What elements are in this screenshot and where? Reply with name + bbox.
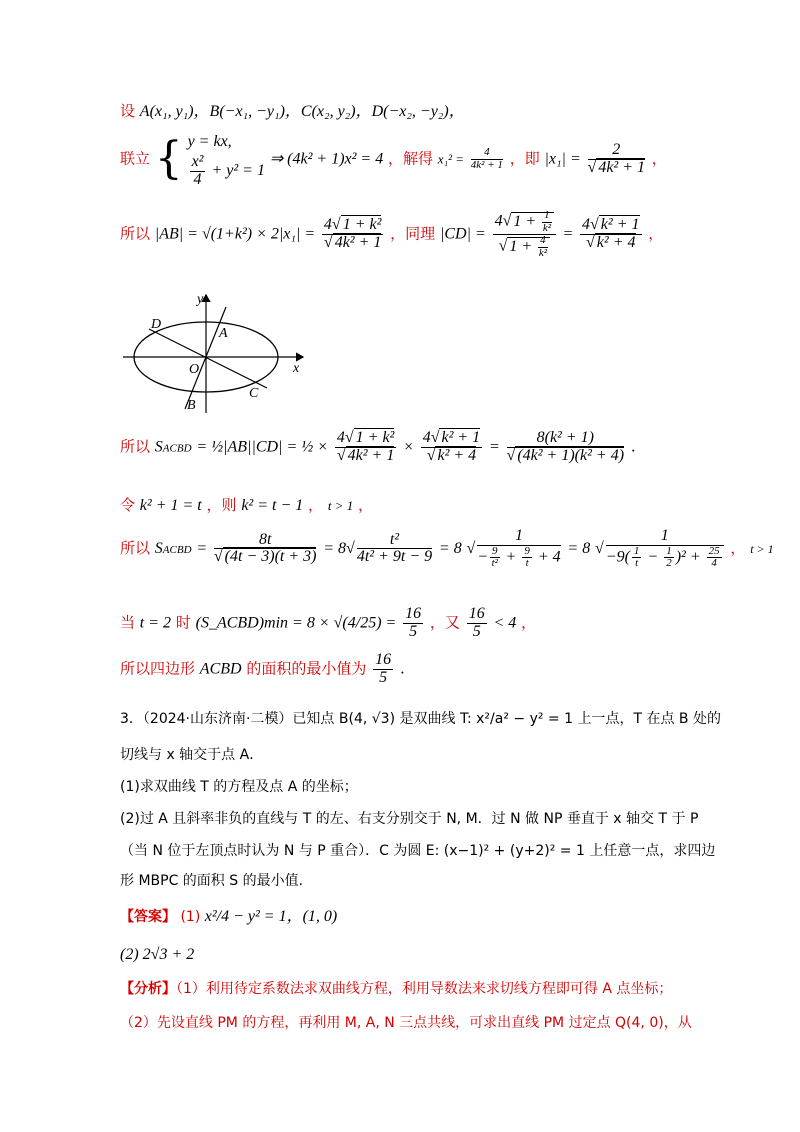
step-2-prefix: 联立 xyxy=(120,149,151,168)
label-b: B xyxy=(187,398,196,413)
question-3-line-4: (2)过 A 且斜率非负的直线与 T 的左、右支分别交于 N, M．过 N 做 NP 垂直于 x 轴交 T 于 P xyxy=(120,811,699,827)
label-y: y xyxy=(197,292,204,307)
analysis-line-2: （2）先设直线 PM 的方程，再利用 M, A, N 三点共线，可求出直线 PM 过定点 Q(4, 0)，从 xyxy=(120,1015,692,1031)
ellipse-figure xyxy=(115,285,315,415)
label-a: A xyxy=(219,326,228,341)
label-d: D xyxy=(151,317,162,332)
analysis-line-1: 【分析】（1）利用待定系数法求双曲线方程，利用导数法来求切线方程即可得 A 点坐标； xyxy=(120,981,673,997)
step-1-points: A(x₁, y₁)，B(−x₁, −y₁)，C(x₂, y₂)，D(−x₂, −y₂)， xyxy=(139,103,465,120)
step-7-line: 当 t = 2 时 (S_ACBD)min = 8 × √(4/25) = $\frac{16}{5}$ ，又 $\frac{16}{5}$ < 4 ， xyxy=(120,605,537,640)
answer-part-1: x²/4 − y² = 1，(1, 0) xyxy=(204,908,338,925)
step-3-prefix: 所以 xyxy=(120,224,151,243)
step-5-line: 令 k² + 1 = t ，则 k² = t − 1 ， t > 1 ， xyxy=(120,496,374,514)
step-2-line: 联立 { y = kx, $\frac{\text{x²}}{4}$ + y² = 1 ⇒ (4k² + 1)x² = 4 ，解得 x₁² = $\frac{4}{\text{4k² + 1}}$ ，即 |x₁| = $\frac{2}{\text{√ 4k² + 1}}$ ， xyxy=(120,130,667,189)
equation-system: y = kx, $\frac{\text{x²}}{4}$ + y² = 1 xyxy=(187,133,265,188)
line-cd xyxy=(149,329,267,388)
question-3-line-5: （当 N 位于左顶点时认为 N 与 P 重合）．C 为圆 E: (x−1)² + (y+2)² = 1 上任意一点，求四边 xyxy=(120,843,716,859)
question-3-line-6: 形 MBPC 的面积 S 的最小值. xyxy=(120,873,304,889)
question-3-line-1: 3．（2024·山东济南·二模）已知点 B(4, √3) 是双曲线 T: x²/a² − y² = 1 上一点，T 在点 B 处的 xyxy=(120,711,721,727)
label-c: C xyxy=(249,386,259,401)
label-o: O xyxy=(189,362,200,377)
step-3-line: 所以 |AB| = √(1+k²) × 2|x₁| = $\frac{\text{4√ 1 + k²}}{\text{√ 4k² + 1}}$ ，同理 |CD| = 4√ 1 + $\frac{1}{\text{k²}}$ √ 1 + $\frac{4}{\text{k²}}$ = $\frac{\text{4√ k² + 1}}{\text{√ k² + 4}}$ ， xyxy=(120,209,664,259)
question-3-line-3: (1)求双曲线 T 的方程及点 A 的坐标； xyxy=(120,779,358,795)
answer-line-2 xyxy=(120,946,194,964)
step-1-prefix: 设 xyxy=(120,102,136,120)
answer-line-1: 【答案】 (1) x²/4 − y² = 1，(1, 0) xyxy=(120,908,338,925)
step-8-line: 所以四边形 ACBD 的面积的最小值为 $\frac{16}{5}$ . xyxy=(120,651,405,686)
analysis-tag: 【分析】 xyxy=(120,981,176,997)
question-3-line-2: 切线与 x 轴交于点 A． xyxy=(120,747,264,763)
answer-part-2: (2) 2√3 + 2 xyxy=(120,946,195,963)
label-x: x xyxy=(293,361,300,376)
step-1-line xyxy=(120,98,465,121)
step-6-line: 所以 SACBD = $\frac{8t}{√ (4t - 3)(t + 3)}$ = 8√ $\frac{\text{t²}}{\text{4t² + 9t − 9}}$ = 8 √ 1 − $\frac{9}{\text{t²}}$ + $\frac{9}{t}$ + 4 = 8 √ 1 −9( $\frac{1}{t}$ − $\frac{1}{2}$ )² + $\frac{25}{4}$ ， t > 1 xyxy=(120,527,774,570)
step-4-line: 所以 SACBD = ½|AB||CD| = ½ × $\frac{\text{4√ 1 + k²}}{\text{√ 4k² + 1}}$ × $\frac{\text{4√ k² + 1}}{\text{√ k² + 4}}$ = $\frac{\text{8(k² + 1)}}{\text{√ (4k² + 1)(k² + 4)}}$ . xyxy=(120,429,636,464)
answer-tag: 【答案】 xyxy=(120,909,176,925)
step-2-result: ⇒ (4k² + 1)x² = 4 xyxy=(269,150,384,168)
